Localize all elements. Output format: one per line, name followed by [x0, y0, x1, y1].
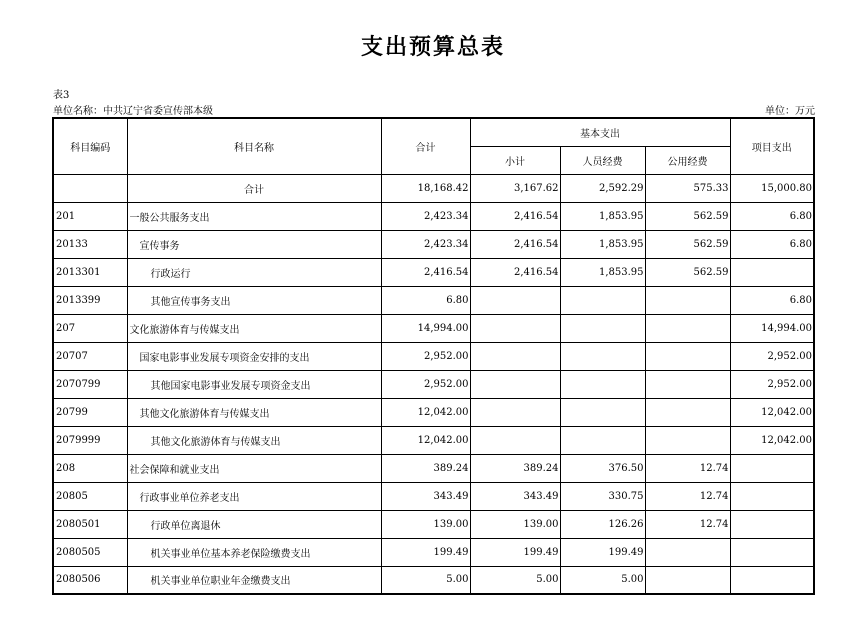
cell-code: 20799: [53, 398, 127, 426]
cell-public: 562.59: [645, 230, 730, 258]
table-row: [53, 286, 814, 314]
table-row: [53, 370, 814, 398]
cell-total: 2,952.00: [381, 370, 470, 398]
header-name: 科目名称: [127, 118, 381, 174]
cell-subtotal: 199.49: [470, 538, 560, 566]
cell-total: 199.49: [381, 538, 470, 566]
header-code: 科目编码: [53, 118, 127, 174]
cell-subtotal: [470, 342, 560, 370]
cell-project: 14,994.00: [730, 314, 814, 342]
cell-code: 207: [53, 314, 127, 342]
cell-total: 14,994.00: [381, 314, 470, 342]
table-row: [53, 398, 814, 426]
cell-code: 20707: [53, 342, 127, 370]
cell-public: 562.59: [645, 202, 730, 230]
cell-personnel: [560, 370, 645, 398]
cell-code: 2070799: [53, 370, 127, 398]
header-subtotal: 小计: [470, 146, 560, 174]
header-public: 公用经费: [645, 146, 730, 174]
cell-name: 其他文化旅游体育与传媒支出: [127, 426, 381, 454]
cell-public: 562.59: [645, 258, 730, 286]
cell-code: [53, 174, 127, 202]
cell-name: 机关事业单位职业年金缴费支出: [127, 566, 381, 594]
table-row: [53, 230, 814, 258]
cell-subtotal: 139.00: [470, 510, 560, 538]
cell-code: 2013301: [53, 258, 127, 286]
cell-project: 12,042.00: [730, 426, 814, 454]
table-row: [53, 426, 814, 454]
cell-total: 5.00: [381, 566, 470, 594]
cell-project: [730, 566, 814, 594]
table-row: [53, 258, 814, 286]
page-title: 支出预算总表: [360, 34, 505, 60]
cell-personnel: [560, 398, 645, 426]
cell-name: 行政运行: [127, 258, 381, 286]
table-row: [53, 454, 814, 482]
cell-subtotal: 343.49: [470, 482, 560, 510]
cell-code: 201: [53, 202, 127, 230]
header-personnel: 人员经费: [560, 146, 645, 174]
cell-personnel: 376.50: [560, 454, 645, 482]
cell-subtotal: 3,167.62: [470, 174, 560, 202]
cell-public: [645, 314, 730, 342]
cell-name: 其他国家电影事业发展专项资金支出: [127, 370, 381, 398]
cell-personnel: 199.49: [560, 538, 645, 566]
unit-name: 单位名称：中共辽宁省委宣传部本级: [53, 106, 213, 117]
cell-total: 6.80: [381, 286, 470, 314]
cell-public: [645, 426, 730, 454]
cell-public: [645, 398, 730, 426]
cell-code: 2080506: [53, 566, 127, 594]
cell-subtotal: 2,416.54: [470, 230, 560, 258]
cell-name: 其他文化旅游体育与传媒支出: [127, 398, 381, 426]
cell-personnel: 5.00: [560, 566, 645, 594]
cell-project: 15,000.80: [730, 174, 814, 202]
header-basic: 基本支出: [470, 118, 730, 146]
cell-name: 国家电影事业发展专项资金安排的支出: [127, 342, 381, 370]
cell-total: 139.00: [381, 510, 470, 538]
table-row: [53, 314, 814, 342]
header-project: 项目支出: [730, 118, 814, 174]
cell-subtotal: 2,416.54: [470, 258, 560, 286]
cell-subtotal: [470, 286, 560, 314]
cell-project: 2,952.00: [730, 370, 814, 398]
cell-personnel: 330.75: [560, 482, 645, 510]
cell-project: 6.80: [730, 230, 814, 258]
cell-public: [645, 538, 730, 566]
cell-name: 其他宣传事务支出: [127, 286, 381, 314]
budget-table: [52, 117, 815, 595]
cell-total: 12,042.00: [381, 398, 470, 426]
table-row: [53, 482, 814, 510]
cell-subtotal: 2,416.54: [470, 202, 560, 230]
cell-personnel: [560, 426, 645, 454]
cell-project: [730, 482, 814, 510]
cell-project: [730, 538, 814, 566]
cell-total: 2,952.00: [381, 342, 470, 370]
cell-personnel: 1,853.95: [560, 202, 645, 230]
table-row: [53, 538, 814, 566]
header-total: 合计: [381, 118, 470, 174]
cell-total: 2,416.54: [381, 258, 470, 286]
cell-code: 208: [53, 454, 127, 482]
cell-total: 18,168.42: [381, 174, 470, 202]
cell-name: 文化旅游体育与传媒支出: [127, 314, 381, 342]
cell-project: 2,952.00: [730, 342, 814, 370]
cell-project: [730, 510, 814, 538]
cell-project: 12,042.00: [730, 398, 814, 426]
cell-total: 343.49: [381, 482, 470, 510]
cell-code: 2080505: [53, 538, 127, 566]
cell-public: 575.33: [645, 174, 730, 202]
cell-project: [730, 258, 814, 286]
table-row: [53, 566, 814, 594]
cell-name: 社会保障和就业支出: [127, 454, 381, 482]
cell-code: 2080501: [53, 510, 127, 538]
cell-name: 行政单位离退休: [127, 510, 381, 538]
cell-personnel: 1,853.95: [560, 258, 645, 286]
cell-project: 6.80: [730, 286, 814, 314]
cell-name: 机关事业单位基本养老保险缴费支出: [127, 538, 381, 566]
cell-personnel: [560, 314, 645, 342]
cell-total: 2,423.34: [381, 230, 470, 258]
cell-name: 宣传事务: [127, 230, 381, 258]
cell-code: 20133: [53, 230, 127, 258]
cell-subtotal: [470, 398, 560, 426]
cell-personnel: 126.26: [560, 510, 645, 538]
table-row: [53, 342, 814, 370]
cell-personnel: 2,592.29: [560, 174, 645, 202]
unit-label: 单位：万元: [765, 106, 815, 117]
cell-name: 一般公共服务支出: [127, 202, 381, 230]
cell-code: 2079999: [53, 426, 127, 454]
cell-subtotal: 389.24: [470, 454, 560, 482]
cell-project: [730, 454, 814, 482]
cell-personnel: [560, 342, 645, 370]
table-id: 表3: [53, 90, 70, 101]
cell-subtotal: [470, 370, 560, 398]
cell-public: [645, 566, 730, 594]
cell-public: 12.74: [645, 482, 730, 510]
cell-total: 12,042.00: [381, 426, 470, 454]
cell-name: 行政事业单位养老支出: [127, 482, 381, 510]
cell-public: [645, 286, 730, 314]
cell-personnel: [560, 286, 645, 314]
cell-public: [645, 342, 730, 370]
table-row: [53, 202, 814, 230]
cell-subtotal: [470, 426, 560, 454]
total-row: [53, 174, 814, 202]
cell-code: 2013399: [53, 286, 127, 314]
cell-public: [645, 370, 730, 398]
cell-subtotal: [470, 314, 560, 342]
table-row: [53, 510, 814, 538]
cell-public: 12.74: [645, 454, 730, 482]
cell-personnel: 1,853.95: [560, 230, 645, 258]
cell-name: 合计: [127, 174, 381, 202]
cell-public: 12.74: [645, 510, 730, 538]
cell-total: 389.24: [381, 454, 470, 482]
cell-code: 20805: [53, 482, 127, 510]
cell-project: 6.80: [730, 202, 814, 230]
cell-subtotal: 5.00: [470, 566, 560, 594]
cell-total: 2,423.34: [381, 202, 470, 230]
